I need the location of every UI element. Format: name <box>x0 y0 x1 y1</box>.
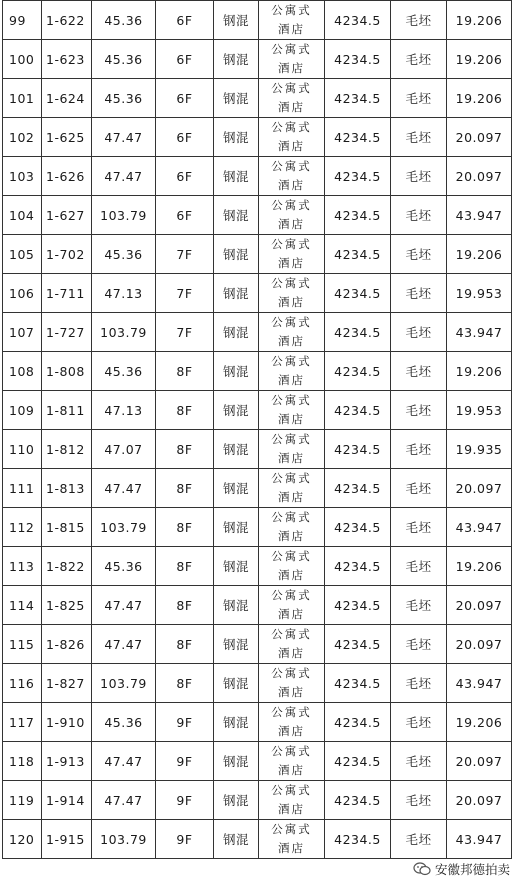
cell-total-price: 19.206 <box>447 235 512 274</box>
cell-room-number: 1-625 <box>42 118 92 157</box>
use-line-2: 酒店 <box>278 451 305 465</box>
cell-structure: 钢混 <box>214 157 259 196</box>
cell-structure: 钢混 <box>214 118 259 157</box>
cell-area: 103.79 <box>92 820 156 859</box>
cell-total-price: 43.947 <box>447 508 512 547</box>
cell-condition: 毛坯 <box>391 196 447 235</box>
cell-structure: 钢混 <box>214 703 259 742</box>
table-row <box>3 586 512 625</box>
use-line-1: 公寓式 <box>271 120 312 134</box>
table-row <box>3 625 512 664</box>
cell-area: 103.79 <box>92 664 156 703</box>
cell-structure: 钢混 <box>214 508 259 547</box>
use-line-2: 酒店 <box>278 295 305 309</box>
cell-structure: 钢混 <box>214 274 259 313</box>
cell-room-number: 1-627 <box>42 196 92 235</box>
cell-structure: 钢混 <box>214 742 259 781</box>
cell-structure: 钢混 <box>214 586 259 625</box>
cell-condition: 毛坯 <box>391 430 447 469</box>
cell-total-price: 20.097 <box>447 742 512 781</box>
cell-floor: 6F <box>156 1 214 40</box>
cell-floor: 6F <box>156 40 214 79</box>
cell-floor: 7F <box>156 313 214 352</box>
cell-area: 47.47 <box>92 118 156 157</box>
use-line-1: 公寓式 <box>271 354 312 368</box>
cell-room-number: 1-808 <box>42 352 92 391</box>
cell-condition: 毛坯 <box>391 742 447 781</box>
cell-total-price: 19.206 <box>447 547 512 586</box>
table-row <box>3 469 512 508</box>
cell-unit-price: 4234.5 <box>325 781 391 820</box>
cell-room-number: 1-910 <box>42 703 92 742</box>
cell-area: 47.13 <box>92 274 156 313</box>
cell-use <box>259 352 325 391</box>
cell-condition: 毛坯 <box>391 508 447 547</box>
cell-structure: 钢混 <box>214 430 259 469</box>
cell-condition: 毛坯 <box>391 352 447 391</box>
cell-structure: 钢混 <box>214 625 259 664</box>
table-row <box>3 820 512 859</box>
cell-total-price: 20.097 <box>447 625 512 664</box>
cell-unit-price: 4234.5 <box>325 79 391 118</box>
cell-row-number: 120 <box>3 820 42 859</box>
cell-room-number: 1-915 <box>42 820 92 859</box>
use-line-1: 公寓式 <box>271 744 312 758</box>
cell-unit-price: 4234.5 <box>325 40 391 79</box>
cell-row-number: 104 <box>3 196 42 235</box>
cell-total-price: 19.953 <box>447 274 512 313</box>
cell-room-number: 1-815 <box>42 508 92 547</box>
cell-total-price: 20.097 <box>447 118 512 157</box>
use-line-2: 酒店 <box>278 256 305 270</box>
cell-unit-price: 4234.5 <box>325 313 391 352</box>
cell-row-number: 112 <box>3 508 42 547</box>
cell-use <box>259 157 325 196</box>
use-line-1: 公寓式 <box>271 588 312 602</box>
use-line-2: 酒店 <box>278 100 305 114</box>
cell-unit-price: 4234.5 <box>325 625 391 664</box>
table-row <box>3 508 512 547</box>
cell-total-price: 19.206 <box>447 79 512 118</box>
cell-row-number: 111 <box>3 469 42 508</box>
cell-unit-price: 4234.5 <box>325 1 391 40</box>
cell-unit-price: 4234.5 <box>325 430 391 469</box>
cell-area: 45.36 <box>92 1 156 40</box>
cell-structure: 钢混 <box>214 196 259 235</box>
cell-room-number: 1-622 <box>42 1 92 40</box>
cell-row-number: 102 <box>3 118 42 157</box>
cell-row-number: 103 <box>3 157 42 196</box>
use-line-2: 酒店 <box>278 139 305 153</box>
cell-floor: 8F <box>156 508 214 547</box>
use-line-2: 酒店 <box>278 412 305 426</box>
cell-use <box>259 274 325 313</box>
cell-unit-price: 4234.5 <box>325 196 391 235</box>
cell-structure: 钢混 <box>214 235 259 274</box>
table-row <box>3 118 512 157</box>
cell-floor: 8F <box>156 391 214 430</box>
cell-area: 47.47 <box>92 586 156 625</box>
table-body <box>3 1 512 859</box>
cell-room-number: 1-727 <box>42 313 92 352</box>
cell-use <box>259 1 325 40</box>
cell-unit-price: 4234.5 <box>325 235 391 274</box>
use-line-1: 公寓式 <box>271 3 312 17</box>
cell-room-number: 1-811 <box>42 391 92 430</box>
cell-floor: 8F <box>156 430 214 469</box>
cell-condition: 毛坯 <box>391 274 447 313</box>
cell-floor: 9F <box>156 703 214 742</box>
cell-floor: 6F <box>156 196 214 235</box>
cell-area: 47.47 <box>92 469 156 508</box>
cell-area: 45.36 <box>92 352 156 391</box>
cell-room-number: 1-711 <box>42 274 92 313</box>
cell-room-number: 1-623 <box>42 40 92 79</box>
use-line-2: 酒店 <box>278 646 305 660</box>
cell-area: 47.47 <box>92 781 156 820</box>
cell-area: 103.79 <box>92 313 156 352</box>
cell-condition: 毛坯 <box>391 469 447 508</box>
cell-total-price: 43.947 <box>447 664 512 703</box>
cell-use <box>259 586 325 625</box>
cell-unit-price: 4234.5 <box>325 352 391 391</box>
cell-floor: 8F <box>156 625 214 664</box>
cell-condition: 毛坯 <box>391 118 447 157</box>
use-line-2: 酒店 <box>278 334 305 348</box>
cell-use <box>259 118 325 157</box>
cell-use <box>259 625 325 664</box>
use-line-2: 酒店 <box>278 763 305 777</box>
table-row <box>3 781 512 820</box>
cell-area: 103.79 <box>92 196 156 235</box>
cell-total-price: 19.206 <box>447 1 512 40</box>
cell-row-number: 101 <box>3 79 42 118</box>
cell-structure: 钢混 <box>214 40 259 79</box>
cell-use <box>259 781 325 820</box>
cell-condition: 毛坯 <box>391 625 447 664</box>
cell-unit-price: 4234.5 <box>325 664 391 703</box>
use-line-1: 公寓式 <box>271 510 312 524</box>
use-line-2: 酒店 <box>278 607 305 621</box>
use-line-2: 酒店 <box>278 178 305 192</box>
table-row <box>3 352 512 391</box>
cell-use <box>259 547 325 586</box>
cell-area: 47.47 <box>92 625 156 664</box>
use-line-2: 酒店 <box>278 685 305 699</box>
cell-floor: 7F <box>156 274 214 313</box>
cell-use <box>259 508 325 547</box>
watermark <box>413 860 510 878</box>
cell-condition: 毛坯 <box>391 313 447 352</box>
cell-condition: 毛坯 <box>391 820 447 859</box>
use-line-2: 酒店 <box>278 373 305 387</box>
cell-total-price: 43.947 <box>447 313 512 352</box>
cell-use <box>259 703 325 742</box>
cell-total-price: 43.947 <box>447 820 512 859</box>
cell-use <box>259 391 325 430</box>
cell-area: 47.47 <box>92 157 156 196</box>
cell-floor: 8F <box>156 664 214 703</box>
use-line-1: 公寓式 <box>271 822 312 836</box>
use-line-2: 酒店 <box>278 217 305 231</box>
cell-floor: 8F <box>156 586 214 625</box>
cell-condition: 毛坯 <box>391 1 447 40</box>
cell-row-number: 118 <box>3 742 42 781</box>
cell-area: 45.36 <box>92 235 156 274</box>
cell-floor: 7F <box>156 235 214 274</box>
use-line-1: 公寓式 <box>271 783 312 797</box>
cell-room-number: 1-913 <box>42 742 92 781</box>
cell-condition: 毛坯 <box>391 664 447 703</box>
use-line-1: 公寓式 <box>271 198 312 212</box>
cell-floor: 8F <box>156 469 214 508</box>
cell-condition: 毛坯 <box>391 547 447 586</box>
cell-use <box>259 742 325 781</box>
cell-use <box>259 469 325 508</box>
cell-floor: 9F <box>156 820 214 859</box>
table-row <box>3 1 512 40</box>
use-line-1: 公寓式 <box>271 42 312 56</box>
cell-use <box>259 430 325 469</box>
cell-row-number: 119 <box>3 781 42 820</box>
cell-room-number: 1-624 <box>42 79 92 118</box>
cell-area: 103.79 <box>92 508 156 547</box>
cell-total-price: 20.097 <box>447 586 512 625</box>
cell-area: 47.13 <box>92 391 156 430</box>
cell-use <box>259 664 325 703</box>
cell-use <box>259 820 325 859</box>
cell-row-number: 100 <box>3 40 42 79</box>
cell-row-number: 105 <box>3 235 42 274</box>
cell-use <box>259 196 325 235</box>
cell-room-number: 1-626 <box>42 157 92 196</box>
table-row <box>3 391 512 430</box>
cell-unit-price: 4234.5 <box>325 274 391 313</box>
cell-unit-price: 4234.5 <box>325 391 391 430</box>
use-line-2: 酒店 <box>278 61 305 75</box>
cell-area: 45.36 <box>92 547 156 586</box>
table-row <box>3 235 512 274</box>
use-line-1: 公寓式 <box>271 315 312 329</box>
cell-structure: 钢混 <box>214 352 259 391</box>
cell-use <box>259 313 325 352</box>
table-row <box>3 274 512 313</box>
cell-structure: 钢混 <box>214 469 259 508</box>
cell-unit-price: 4234.5 <box>325 547 391 586</box>
cell-unit-price: 4234.5 <box>325 469 391 508</box>
cell-total-price: 19.953 <box>447 391 512 430</box>
cell-use <box>259 79 325 118</box>
cell-floor: 9F <box>156 742 214 781</box>
cell-row-number: 115 <box>3 625 42 664</box>
use-line-1: 公寓式 <box>271 549 312 563</box>
table-row <box>3 157 512 196</box>
cell-total-price: 19.206 <box>447 352 512 391</box>
cell-condition: 毛坯 <box>391 391 447 430</box>
cell-row-number: 114 <box>3 586 42 625</box>
cell-unit-price: 4234.5 <box>325 157 391 196</box>
cell-room-number: 1-702 <box>42 235 92 274</box>
use-line-1: 公寓式 <box>271 276 312 290</box>
cell-area: 45.36 <box>92 703 156 742</box>
use-line-1: 公寓式 <box>271 393 312 407</box>
cell-total-price: 19.206 <box>447 703 512 742</box>
table-row <box>3 40 512 79</box>
cell-condition: 毛坯 <box>391 703 447 742</box>
cell-row-number: 99 <box>3 1 42 40</box>
cell-structure: 钢混 <box>214 79 259 118</box>
cell-row-number: 107 <box>3 313 42 352</box>
table-row <box>3 742 512 781</box>
cell-condition: 毛坯 <box>391 586 447 625</box>
cell-area: 47.07 <box>92 430 156 469</box>
cell-structure: 钢混 <box>214 664 259 703</box>
table-row <box>3 313 512 352</box>
cell-unit-price: 4234.5 <box>325 703 391 742</box>
use-line-2: 酒店 <box>278 724 305 738</box>
cell-condition: 毛坯 <box>391 235 447 274</box>
cell-floor: 8F <box>156 352 214 391</box>
use-line-2: 酒店 <box>278 568 305 582</box>
cell-structure: 钢混 <box>214 820 259 859</box>
cell-total-price: 20.097 <box>447 781 512 820</box>
cell-use <box>259 235 325 274</box>
cell-structure: 钢混 <box>214 781 259 820</box>
cell-area: 45.36 <box>92 40 156 79</box>
cell-total-price: 20.097 <box>447 157 512 196</box>
cell-room-number: 1-813 <box>42 469 92 508</box>
cell-room-number: 1-812 <box>42 430 92 469</box>
use-line-1: 公寓式 <box>271 666 312 680</box>
table-row <box>3 196 512 235</box>
cell-row-number: 108 <box>3 352 42 391</box>
cell-row-number: 110 <box>3 430 42 469</box>
table-row <box>3 430 512 469</box>
table-row <box>3 79 512 118</box>
wechat-icon <box>413 862 431 876</box>
cell-structure: 钢混 <box>214 313 259 352</box>
use-line-1: 公寓式 <box>271 627 312 641</box>
use-line-1: 公寓式 <box>271 237 312 251</box>
cell-row-number: 109 <box>3 391 42 430</box>
cell-floor: 8F <box>156 547 214 586</box>
cell-structure: 钢混 <box>214 1 259 40</box>
cell-row-number: 116 <box>3 664 42 703</box>
cell-condition: 毛坯 <box>391 781 447 820</box>
cell-total-price: 19.206 <box>447 40 512 79</box>
cell-use <box>259 40 325 79</box>
watermark-text: 安徽邦德拍卖 <box>434 862 510 877</box>
use-line-1: 公寓式 <box>271 432 312 446</box>
use-line-1: 公寓式 <box>271 705 312 719</box>
use-line-1: 公寓式 <box>271 81 312 95</box>
cell-room-number: 1-826 <box>42 625 92 664</box>
use-line-1: 公寓式 <box>271 159 312 173</box>
cell-floor: 9F <box>156 781 214 820</box>
cell-unit-price: 4234.5 <box>325 820 391 859</box>
use-line-2: 酒店 <box>278 841 305 855</box>
cell-room-number: 1-914 <box>42 781 92 820</box>
cell-row-number: 113 <box>3 547 42 586</box>
cell-room-number: 1-822 <box>42 547 92 586</box>
use-line-2: 酒店 <box>278 529 305 543</box>
cell-condition: 毛坯 <box>391 157 447 196</box>
cell-unit-price: 4234.5 <box>325 118 391 157</box>
cell-unit-price: 4234.5 <box>325 586 391 625</box>
cell-floor: 6F <box>156 157 214 196</box>
cell-condition: 毛坯 <box>391 79 447 118</box>
cell-room-number: 1-825 <box>42 586 92 625</box>
cell-area: 47.47 <box>92 742 156 781</box>
cell-structure: 钢混 <box>214 391 259 430</box>
table-row <box>3 664 512 703</box>
property-listing-table <box>2 0 512 859</box>
use-line-2: 酒店 <box>278 802 305 816</box>
cell-condition: 毛坯 <box>391 40 447 79</box>
use-line-2: 酒店 <box>278 490 305 504</box>
cell-room-number: 1-827 <box>42 664 92 703</box>
table-row <box>3 547 512 586</box>
cell-total-price: 19.935 <box>447 430 512 469</box>
table-row <box>3 703 512 742</box>
cell-area: 45.36 <box>92 79 156 118</box>
use-line-2: 酒店 <box>278 22 305 36</box>
cell-row-number: 117 <box>3 703 42 742</box>
use-line-1: 公寓式 <box>271 471 312 485</box>
cell-unit-price: 4234.5 <box>325 742 391 781</box>
cell-floor: 6F <box>156 118 214 157</box>
cell-total-price: 43.947 <box>447 196 512 235</box>
cell-floor: 6F <box>156 79 214 118</box>
cell-unit-price: 4234.5 <box>325 508 391 547</box>
cell-structure: 钢混 <box>214 547 259 586</box>
cell-row-number: 106 <box>3 274 42 313</box>
cell-total-price: 20.097 <box>447 469 512 508</box>
